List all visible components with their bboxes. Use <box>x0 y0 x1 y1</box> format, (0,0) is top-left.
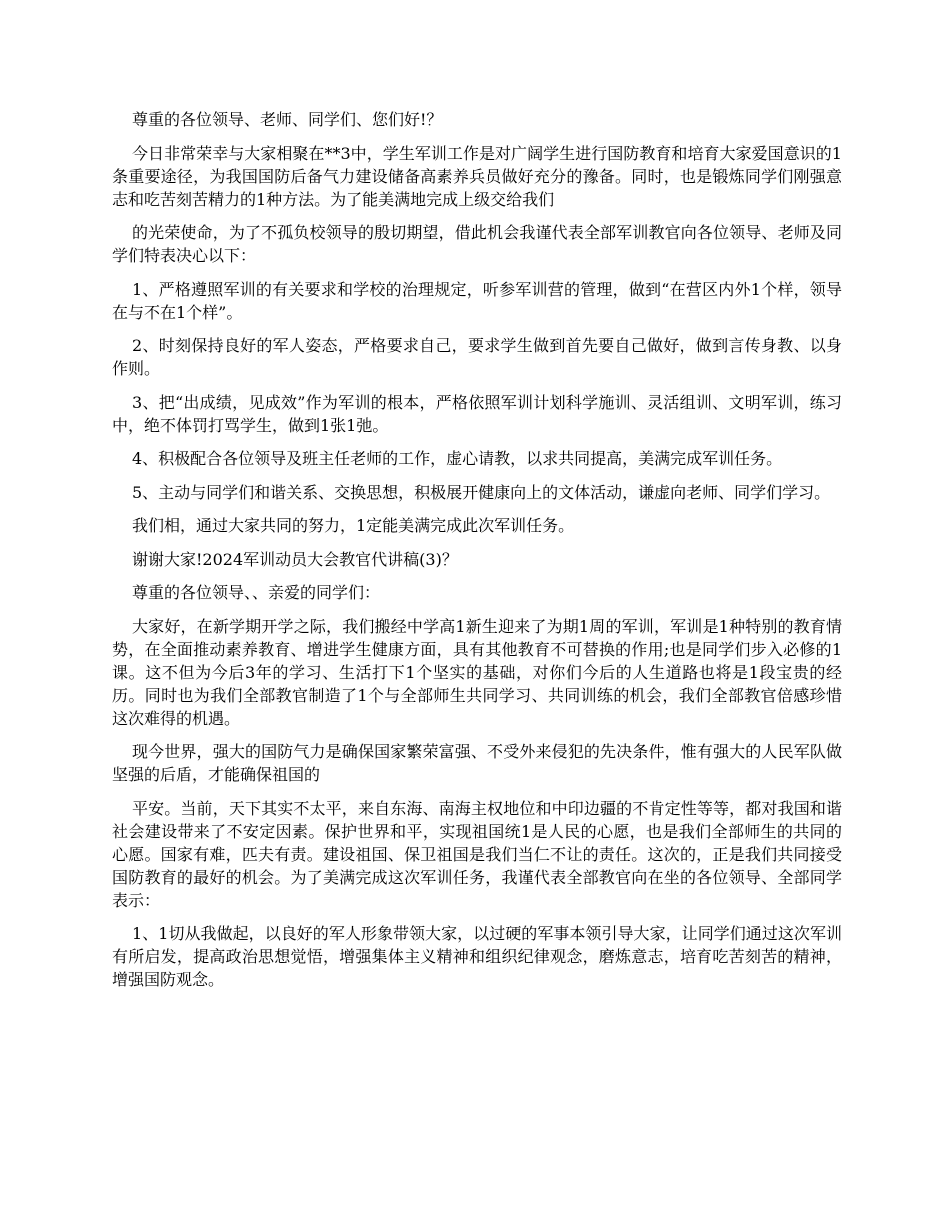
greeting-paragraph-2: 尊重的各位领导、、亲爱的同学们： <box>132 583 381 602</box>
body-paragraph-2: 现今世界，强大的国防气力是确保国家繁荣富强、不受外来侵犯的先决条件，惟有强大的人民军队做坚强的后盾，才能确保祖国的 <box>112 742 842 784</box>
pledge-item-3: 3、把“出成绩，见成效”作为军训的根本，严格依照军训计划科学施训、灵活组训、文明军训，练习中，绝不体罚打骂学生，做到1张1弛。 <box>112 392 842 435</box>
pledge-item-1: 1、严格遵照军训的有关要求和学校的治理规定，听参军训营的管理，做到“在营区内外1个样，领导在与不在1个样”。 <box>112 279 842 322</box>
mission-paragraph: 的光荣使命，为了不孤负校领导的殷切期望，借此机会我谨代表全部军训教官向各位领导、老师及同学们特表决心以下： <box>112 223 842 265</box>
pledge-item-5: 5、主动与同学们和谐关系、交换思想，积极展开健康向上的文体活动，谦虚向老师、同学们学习。 <box>132 482 831 502</box>
body-paragraph-1: 大家好，在新学期开学之际，我们搬经中学高1新生迎来了为期1周的军训，军训是1种特别的教育情势，在全面推动素养教育、增进学生健康方面，具有其他教育不可替换的作用;也是同学们步入必修的1课。这不但为今后3年的学习、生活打下1个坚实的基础，对你们今后的人生道路也将是1段宝贵的经历。同时也为我们全部教官制造了1个与全部师生共同学习、共同训练的机会，我们全部教官倍感珍惜这次难得的机遇。 <box>112 616 842 728</box>
body-paragraph-3: 平安。当前，天下其实不太平，来自东海、南海主权地位和中印边疆的不肯定性等等，都对我国和谐社会建设带来了不安定因素。保护世界和平，实现祖国统1是人民的心愿，也是我们全部师生的共同的心愿。国家有难，匹夫有责。建设祖国、保卫祖国是我们当仁不让的责任。这次的，正是我们共同接受国防教育的最好的机会。为了美满完成这次军训任务，我谨代表全部教官向在坐的各位领导、全部同学表示： <box>112 798 842 910</box>
document-page <box>112 108 842 1002</box>
pledge-item-4: 4、积极配合各位领导及班主任老师的工作，虚心请教，以求共同提高，美满完成军训任务。 <box>132 449 783 468</box>
intro-paragraph: 今日非常荣幸与大家相聚在**3中，学生军训工作是对广阔学生进行国防教育和培育大家爱国意识的1条重要途径，为我国国防后备气力建设储备高素养兵员做好充分的豫备。同时，也是锻炼同学们刚强意志和吃苦刻苦精力的1种方法。为了能美满地完成上级交给我们 <box>112 143 842 209</box>
section-title: 谢谢大家!2024军训动员大会教官代讲稿(3)？ <box>132 549 458 569</box>
greeting-paragraph: 尊重的各位领导、老师、同学们、您们好!？ <box>132 110 443 129</box>
pledge-item-6: 1、1切从我做起，以良好的军人形象带领大家，以过硬的军事本领引导大家，让同学们通过这次军训有所启发，提高政治思想觉悟，增强集体主义精神和组织纪律观念，磨炼意志，培育吃苦刻苦的精神，增强国防观念。 <box>112 924 842 989</box>
closing-paragraph: 我们相，通过大家共同的努力，1定能美满完成此次军训任务。 <box>132 516 575 535</box>
pledge-item-2: 2、时刻保持良好的军人姿态，严格要求自己，要求学生做到首先要自己做好，做到言传身教、以身作则。 <box>112 336 842 378</box>
